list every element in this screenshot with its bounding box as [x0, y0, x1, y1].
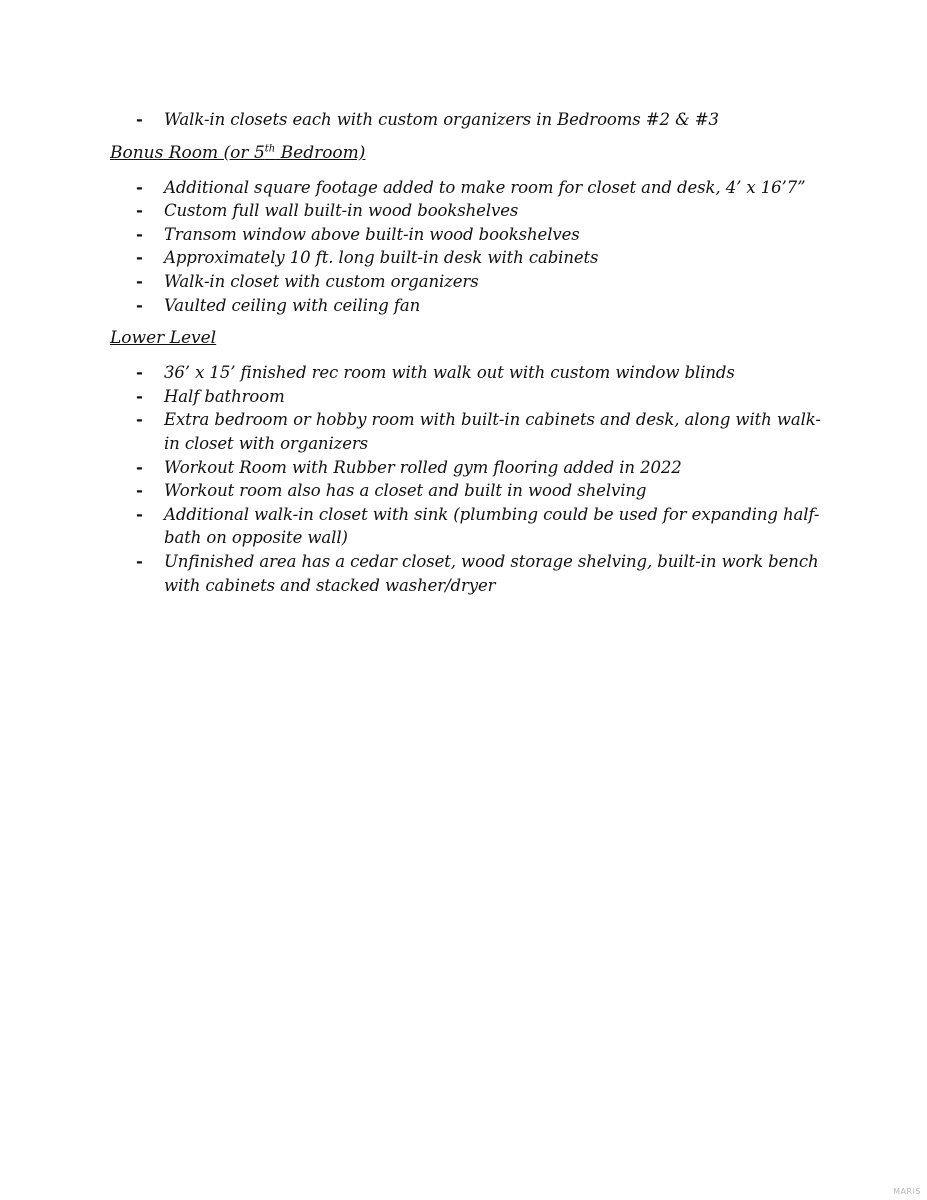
list-item-text: Additional walk-in closet with sink (plumbing could be used for expanding half-bath on opposite wall) [164, 504, 820, 548]
list-item [110, 385, 830, 409]
bullet-dash: - [136, 295, 143, 315]
bullet-dash: - [136, 248, 143, 268]
list-item-text: Transom window above built-in wood bookshelves [164, 224, 580, 244]
list-item-text: Additional square footage added to make room for closet and desk, 4’ x 16’7” [164, 177, 806, 197]
list-item [110, 270, 830, 294]
list-item [110, 294, 830, 318]
bullet-dash: - [136, 551, 143, 571]
list-item-text: Workout room also has a closet and built in wood shelving [164, 481, 647, 501]
bullet-dash: - [136, 271, 143, 291]
list-item [110, 456, 830, 480]
list-item [110, 361, 830, 385]
bullet-dash: - [136, 410, 143, 430]
bullet-dash: - [136, 177, 143, 197]
bullet-dash: - [136, 363, 143, 383]
intro-list [110, 108, 830, 132]
lower-level-list [110, 361, 830, 597]
list-item-text: Half bathroom [164, 386, 285, 406]
document-content [110, 108, 830, 607]
list-item-text: Custom full wall built-in wood bookshelves [164, 201, 519, 221]
bullet-dash: - [136, 481, 143, 501]
list-item-text: Walk-in closet with custom organizers [164, 271, 479, 291]
bonus-room-list [110, 176, 830, 318]
heading-text: Bedroom) [275, 142, 366, 163]
bullet-dash: - [136, 457, 143, 477]
bullet-dash: - [136, 110, 143, 129]
list-item [110, 199, 830, 223]
maris-watermark: MARIS [893, 1187, 921, 1196]
list-item-text: 36’ x 15’ finished rec room with walk out with custom window blinds [164, 363, 735, 383]
list-item [110, 408, 830, 455]
heading-text: Bonus Room (or 5 [110, 142, 265, 163]
heading-superscript: th [264, 142, 276, 154]
bullet-dash: - [136, 386, 143, 406]
list-item [110, 479, 830, 503]
list-item-text: Approximately 10 ft. long built-in desk with cabinets [164, 248, 599, 268]
list-item [110, 246, 830, 270]
bullet-dash: - [136, 504, 143, 524]
lower-level-heading: Lower Level [110, 328, 217, 349]
list-item-text: Workout Room with Rubber rolled gym flooring added in 2022 [164, 457, 682, 477]
list-item-text: Walk-in closets each with custom organizers in Bedrooms #2 & #3 [164, 110, 719, 129]
list-item-text: Unfinished area has a cedar closet, wood storage shelving, built-in work bench with cabinets and stacked washer/dryer [164, 551, 819, 595]
list-item [110, 550, 830, 597]
list-item [110, 223, 830, 247]
list-item [110, 108, 830, 132]
bullet-dash: - [136, 224, 143, 244]
bonus-room-heading [110, 142, 830, 164]
bullet-dash: - [136, 201, 143, 221]
list-item [110, 176, 830, 200]
list-item [110, 503, 830, 550]
list-item-text: Vaulted ceiling with ceiling fan [164, 295, 421, 315]
list-item-text: Extra bedroom or hobby room with built-in cabinets and desk, along with walk-in closet with organizers [164, 410, 821, 453]
